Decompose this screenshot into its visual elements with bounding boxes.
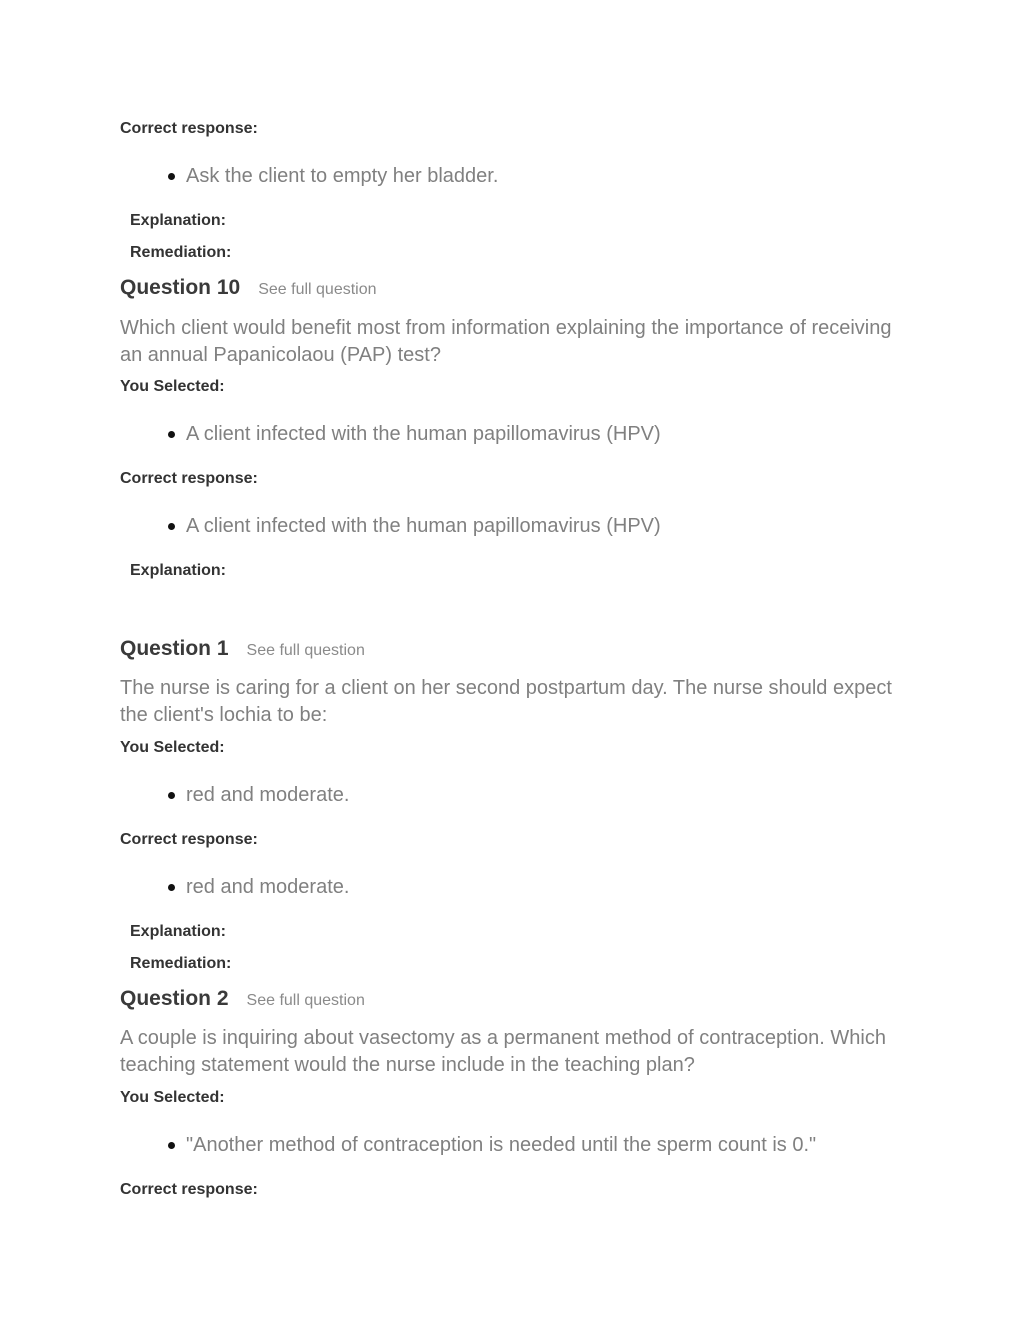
question-header xyxy=(120,637,365,661)
bullet-icon xyxy=(168,173,175,180)
list-item xyxy=(168,874,349,900)
list-item xyxy=(168,513,661,539)
list-item xyxy=(168,421,661,447)
selected-answer: red and moderate. xyxy=(186,783,350,806)
bullet-icon xyxy=(168,792,175,799)
you-selected-label: You Selected: xyxy=(120,739,225,756)
you-selected-label: You Selected: xyxy=(120,378,225,395)
see-full-question-link[interactable]: See full question xyxy=(246,992,365,1009)
correct-response-label: Correct response: xyxy=(120,120,258,137)
explanation-label: Explanation: xyxy=(130,562,227,579)
bullet-icon xyxy=(168,431,175,438)
explanation-label: Explanation: xyxy=(130,212,227,229)
question-header xyxy=(120,987,365,1011)
question-text: A couple is inquiring about vasectomy as a permanent method of contraception. Which teaching statement would the nurse include in the teaching plan? xyxy=(120,1027,886,1076)
list-item xyxy=(168,1132,816,1158)
question-header xyxy=(120,276,377,300)
list-item xyxy=(168,163,498,189)
bullet-icon xyxy=(168,523,175,530)
correct-response-label: Correct response: xyxy=(120,831,258,848)
question-title: Question 10 xyxy=(120,276,241,299)
correct-response-label: Correct response: xyxy=(120,1181,258,1198)
you-selected-label: You Selected: xyxy=(120,1089,225,1106)
list-item xyxy=(168,782,349,808)
correct-answer: Ask the client to empty her bladder. xyxy=(186,164,499,187)
bullet-icon xyxy=(168,884,175,891)
correct-response-label: Correct response: xyxy=(120,470,258,487)
see-full-question-link[interactable]: See full question xyxy=(258,281,377,298)
question-title: Question 1 xyxy=(120,637,229,660)
bullet-icon xyxy=(168,1142,175,1149)
question-title: Question 2 xyxy=(120,987,229,1010)
question-text: The nurse is caring for a client on her second postpartum day. The nurse should expect the client's lochia to be: xyxy=(120,677,892,726)
remediation-label: Remediation: xyxy=(130,244,232,261)
selected-answer: A client infected with the human papillomavirus (HPV) xyxy=(186,422,661,445)
explanation-label: Explanation: xyxy=(130,923,227,940)
see-full-question-link[interactable]: See full question xyxy=(246,642,365,659)
question-text: Which client would benefit most from information explaining the importance of receiving an annual Papanicolaou (PAP) test? xyxy=(120,317,892,366)
remediation-label: Remediation: xyxy=(130,955,232,972)
correct-answer: A client infected with the human papillomavirus (HPV) xyxy=(186,514,661,537)
selected-answer: "Another method of contraception is needed until the sperm count is 0." xyxy=(186,1133,817,1156)
correct-answer: red and moderate. xyxy=(186,875,350,898)
